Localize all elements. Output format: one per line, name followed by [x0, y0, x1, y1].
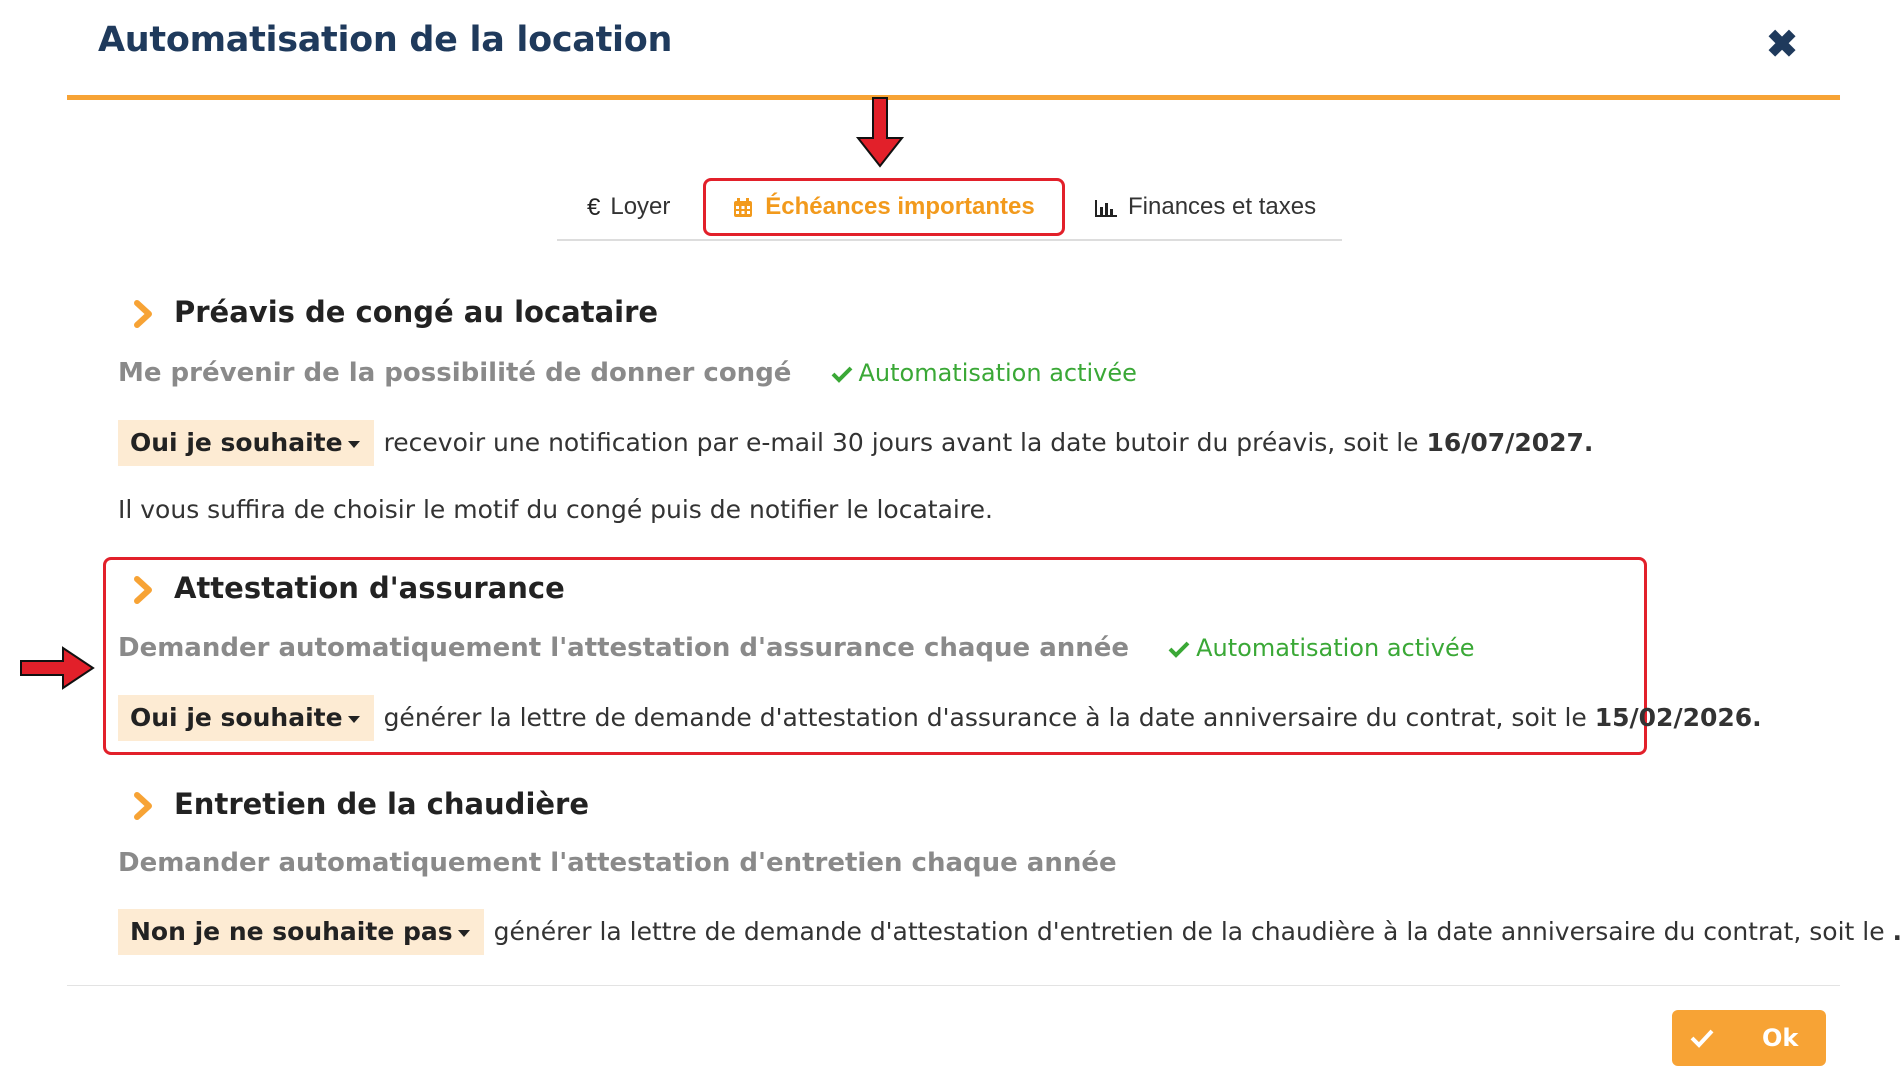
line-date: 15/02/2026.	[1594, 703, 1762, 732]
chevron-right-icon	[130, 575, 156, 605]
tab-loyer[interactable]	[587, 178, 670, 236]
ok-button[interactable]	[1672, 1010, 1826, 1066]
status-badge	[1168, 634, 1474, 662]
tab-echeances-importantes[interactable]	[703, 178, 1065, 236]
section-chaudiere-subtitle	[118, 848, 1117, 878]
line-date: .	[1892, 917, 1902, 946]
caret-down-icon	[348, 716, 360, 723]
section-assurance-subtitle	[118, 633, 1475, 663]
section-preavis-subtitle	[118, 358, 1137, 388]
modal-title: Automatisation de la location	[98, 20, 673, 60]
check-icon	[831, 365, 853, 383]
section-assurance-line	[118, 695, 1762, 741]
tab-bar-underline	[557, 239, 1342, 241]
bar-chart-icon	[1094, 198, 1118, 218]
section-chaudiere-line	[118, 909, 1902, 955]
footer-divider	[67, 985, 1840, 986]
calendar-icon	[733, 198, 753, 218]
line-text: générer la lettre de demande d'attestation d'assurance à la date anniversaire du contrat, soit le	[383, 703, 1595, 732]
euro-icon: €	[587, 193, 601, 221]
section-preavis-line	[118, 420, 1593, 466]
section-preavis-note: Il vous suffira de choisir le motif du congé puis de notifier le locataire.	[118, 495, 993, 524]
section-title: Attestation d'assurance	[174, 571, 565, 605]
chevron-right-icon	[130, 299, 156, 329]
chevron-right-icon	[130, 791, 156, 821]
status-text: Automatisation activée	[858, 359, 1137, 387]
caret-down-icon	[458, 930, 470, 937]
check-icon	[1690, 1027, 1714, 1049]
status-text: Automatisation activée	[1196, 634, 1475, 662]
preavis-dropdown[interactable]	[118, 420, 374, 466]
tab-bar	[557, 178, 1342, 240]
caret-down-icon	[348, 441, 360, 448]
ok-label: Ok	[1762, 1024, 1799, 1052]
line-text: générer la lettre de demande d'attestation d'entretien de la chaudière à la date anniversaire du contrat, soit le	[493, 917, 1893, 946]
dropdown-value: Non je ne souhaite pas	[130, 917, 453, 946]
section-title: Entretien de la chaudière	[174, 787, 590, 821]
subtitle-text: Me prévenir de la possibilité de donner congé	[118, 358, 792, 388]
line-text: recevoir une notification par e-mail 30 jours avant la date butoir du préavis, soit le	[383, 428, 1427, 457]
tab-label: Échéances importantes	[765, 193, 1035, 220]
close-icon[interactable]: ✖	[1766, 24, 1798, 66]
assurance-dropdown[interactable]	[118, 695, 374, 741]
section-title: Préavis de congé au locataire	[174, 295, 659, 329]
chaudiere-dropdown[interactable]	[118, 909, 484, 955]
tab-label: Finances et taxes	[1128, 193, 1317, 220]
subtitle-text: Demander automatiquement l'attestation d'assurance chaque année	[118, 633, 1130, 663]
section-assurance-header[interactable]	[130, 568, 565, 608]
line-date: 16/07/2027.	[1426, 428, 1594, 457]
section-preavis-header[interactable]	[130, 292, 658, 332]
status-badge	[831, 359, 1137, 387]
annotation-arrow-right-icon	[19, 646, 95, 690]
section-chaudiere-header[interactable]	[130, 784, 589, 824]
annotation-arrow-down-icon	[856, 96, 906, 168]
dropdown-value: Oui je souhaite	[130, 703, 343, 732]
subtitle-text: Demander automatiquement l'attestation d'entretien chaque année	[118, 848, 1117, 878]
dropdown-value: Oui je souhaite	[130, 428, 343, 457]
tab-label: Loyer	[610, 193, 671, 220]
tab-finances-et-taxes[interactable]	[1094, 178, 1316, 236]
header-divider	[67, 95, 1840, 100]
check-icon	[1168, 640, 1190, 658]
